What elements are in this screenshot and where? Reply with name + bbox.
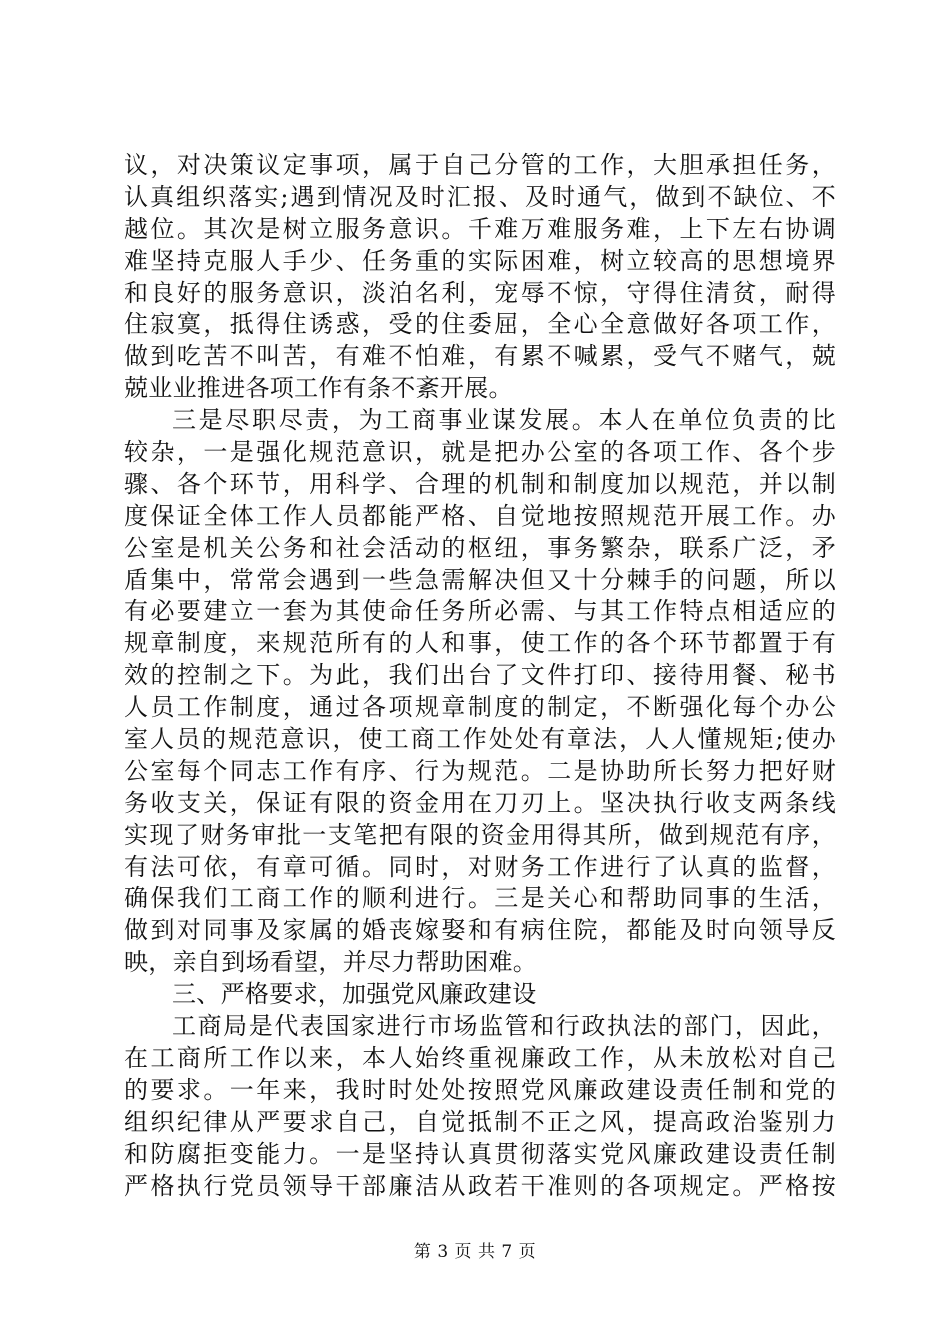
- text-line: 议，对决策议定事项，属于自己分管的工作，大胆承担任务，: [124, 151, 836, 179]
- text-line: 有法可依，有章可循。同时，对财务工作进行了认真的监督，: [124, 852, 836, 881]
- text-line: 室人员的规范意识，使工商工作处处有章法，人人懂规矩;使办: [124, 725, 836, 754]
- text-line: 人员工作制度，通过各项规章制度的制定，不断强化每个办公: [124, 693, 836, 722]
- text-line: 做到对同事及家属的婚丧嫁娶和有病住院，都能及时向领导反: [124, 916, 836, 945]
- text-line: 公室每个同志工作有序、行为规范。二是协助所长努力把好财: [124, 756, 836, 785]
- text-line: 确保我们工商工作的顺利进行。三是关心和帮助同事的生活，: [124, 884, 836, 913]
- text-line: 度保证全体工作人员都能严格、自觉地按照规范开展工作。办: [124, 501, 836, 530]
- text-line: 和良好的服务意识，淡泊名利，宠辱不惊，守得住清贫，耐得: [124, 278, 836, 307]
- page-footer: 第 3 页 共 7 页: [413, 1242, 537, 1262]
- text-line: 盾集中，常常会遇到一些急需解决但又十分棘手的问题，所以: [124, 565, 836, 594]
- text-line: 的要求。一年来，我时时处处按照党风廉政建设责任制和党的: [124, 1075, 836, 1104]
- text-line: 工商局是代表国家进行市场监管和行政执法的部门，因此，: [172, 1012, 836, 1041]
- text-line: 兢业业推进各项工作有条不紊开展。: [124, 374, 513, 403]
- text-line: 公室是机关公务和社会活动的枢纽，事务繁杂，联系广泛，矛: [124, 533, 836, 562]
- text-line: 务收支关，保证有限的资金用在刀刃上。坚决执行收支两条线: [124, 788, 836, 817]
- text-line: 骤、各个环节，用科学、合理的机制和制度加以规范，并以制: [124, 469, 836, 498]
- text-line: 和防腐拒变能力。一是坚持认真贯彻落实党风廉政建设责任制: [124, 1139, 836, 1168]
- text-line: 做到吃苦不叫苦，有难不怕难，有累不喊累，受气不赌气，兢: [124, 342, 836, 371]
- text-line: 实现了财务审批一支笔把有限的资金用得其所，做到规范有序，: [124, 820, 836, 849]
- text-line: 效的控制之下。为此，我们出台了文件打印、接待用餐、秘书: [124, 661, 836, 690]
- text-line: 规章制度，来规范所有的人和事，使工作的各个环节都置于有: [124, 629, 836, 658]
- text-line: 越位。其次是树立服务意识。千难万难服务难，上下左右协调: [124, 214, 836, 243]
- text-line: 难坚持克服人手少、任务重的实际困难，树立较高的思想境界: [124, 246, 836, 275]
- text-line: 有必要建立一套为其使命任务所必需、与其工作特点相适应的: [124, 597, 836, 626]
- text-line: 映，亲自到场看望，并尽力帮助困难。: [124, 948, 538, 977]
- text-line: 住寂寞，抵得住诱惑，受的住委屈，全心全意做好各项工作，: [124, 310, 836, 339]
- text-line: 认真组织落实;遇到情况及时汇报、及时通气，做到不缺位、不: [124, 182, 836, 211]
- text-line: 较杂，一是强化规范意识，就是把办公室的各项工作、各个步: [124, 438, 836, 467]
- body-text: [124, 150, 836, 1202]
- text-line: 组织纪律从严要求自己，自觉抵制不正之风，提高政治鉴别力: [124, 1107, 836, 1136]
- text-line: 严格执行党员领导干部廉洁从政若干准则的各项规定。严格按: [124, 1171, 836, 1200]
- text-line: 三、严格要求，加强党风廉政建设: [172, 980, 537, 1009]
- text-line: 三是尽职尽责，为工商事业谋发展。本人在单位负责的比: [172, 406, 836, 435]
- text-line: 在工商所工作以来，本人始终重视廉政工作，从未放松对自己: [124, 1043, 836, 1072]
